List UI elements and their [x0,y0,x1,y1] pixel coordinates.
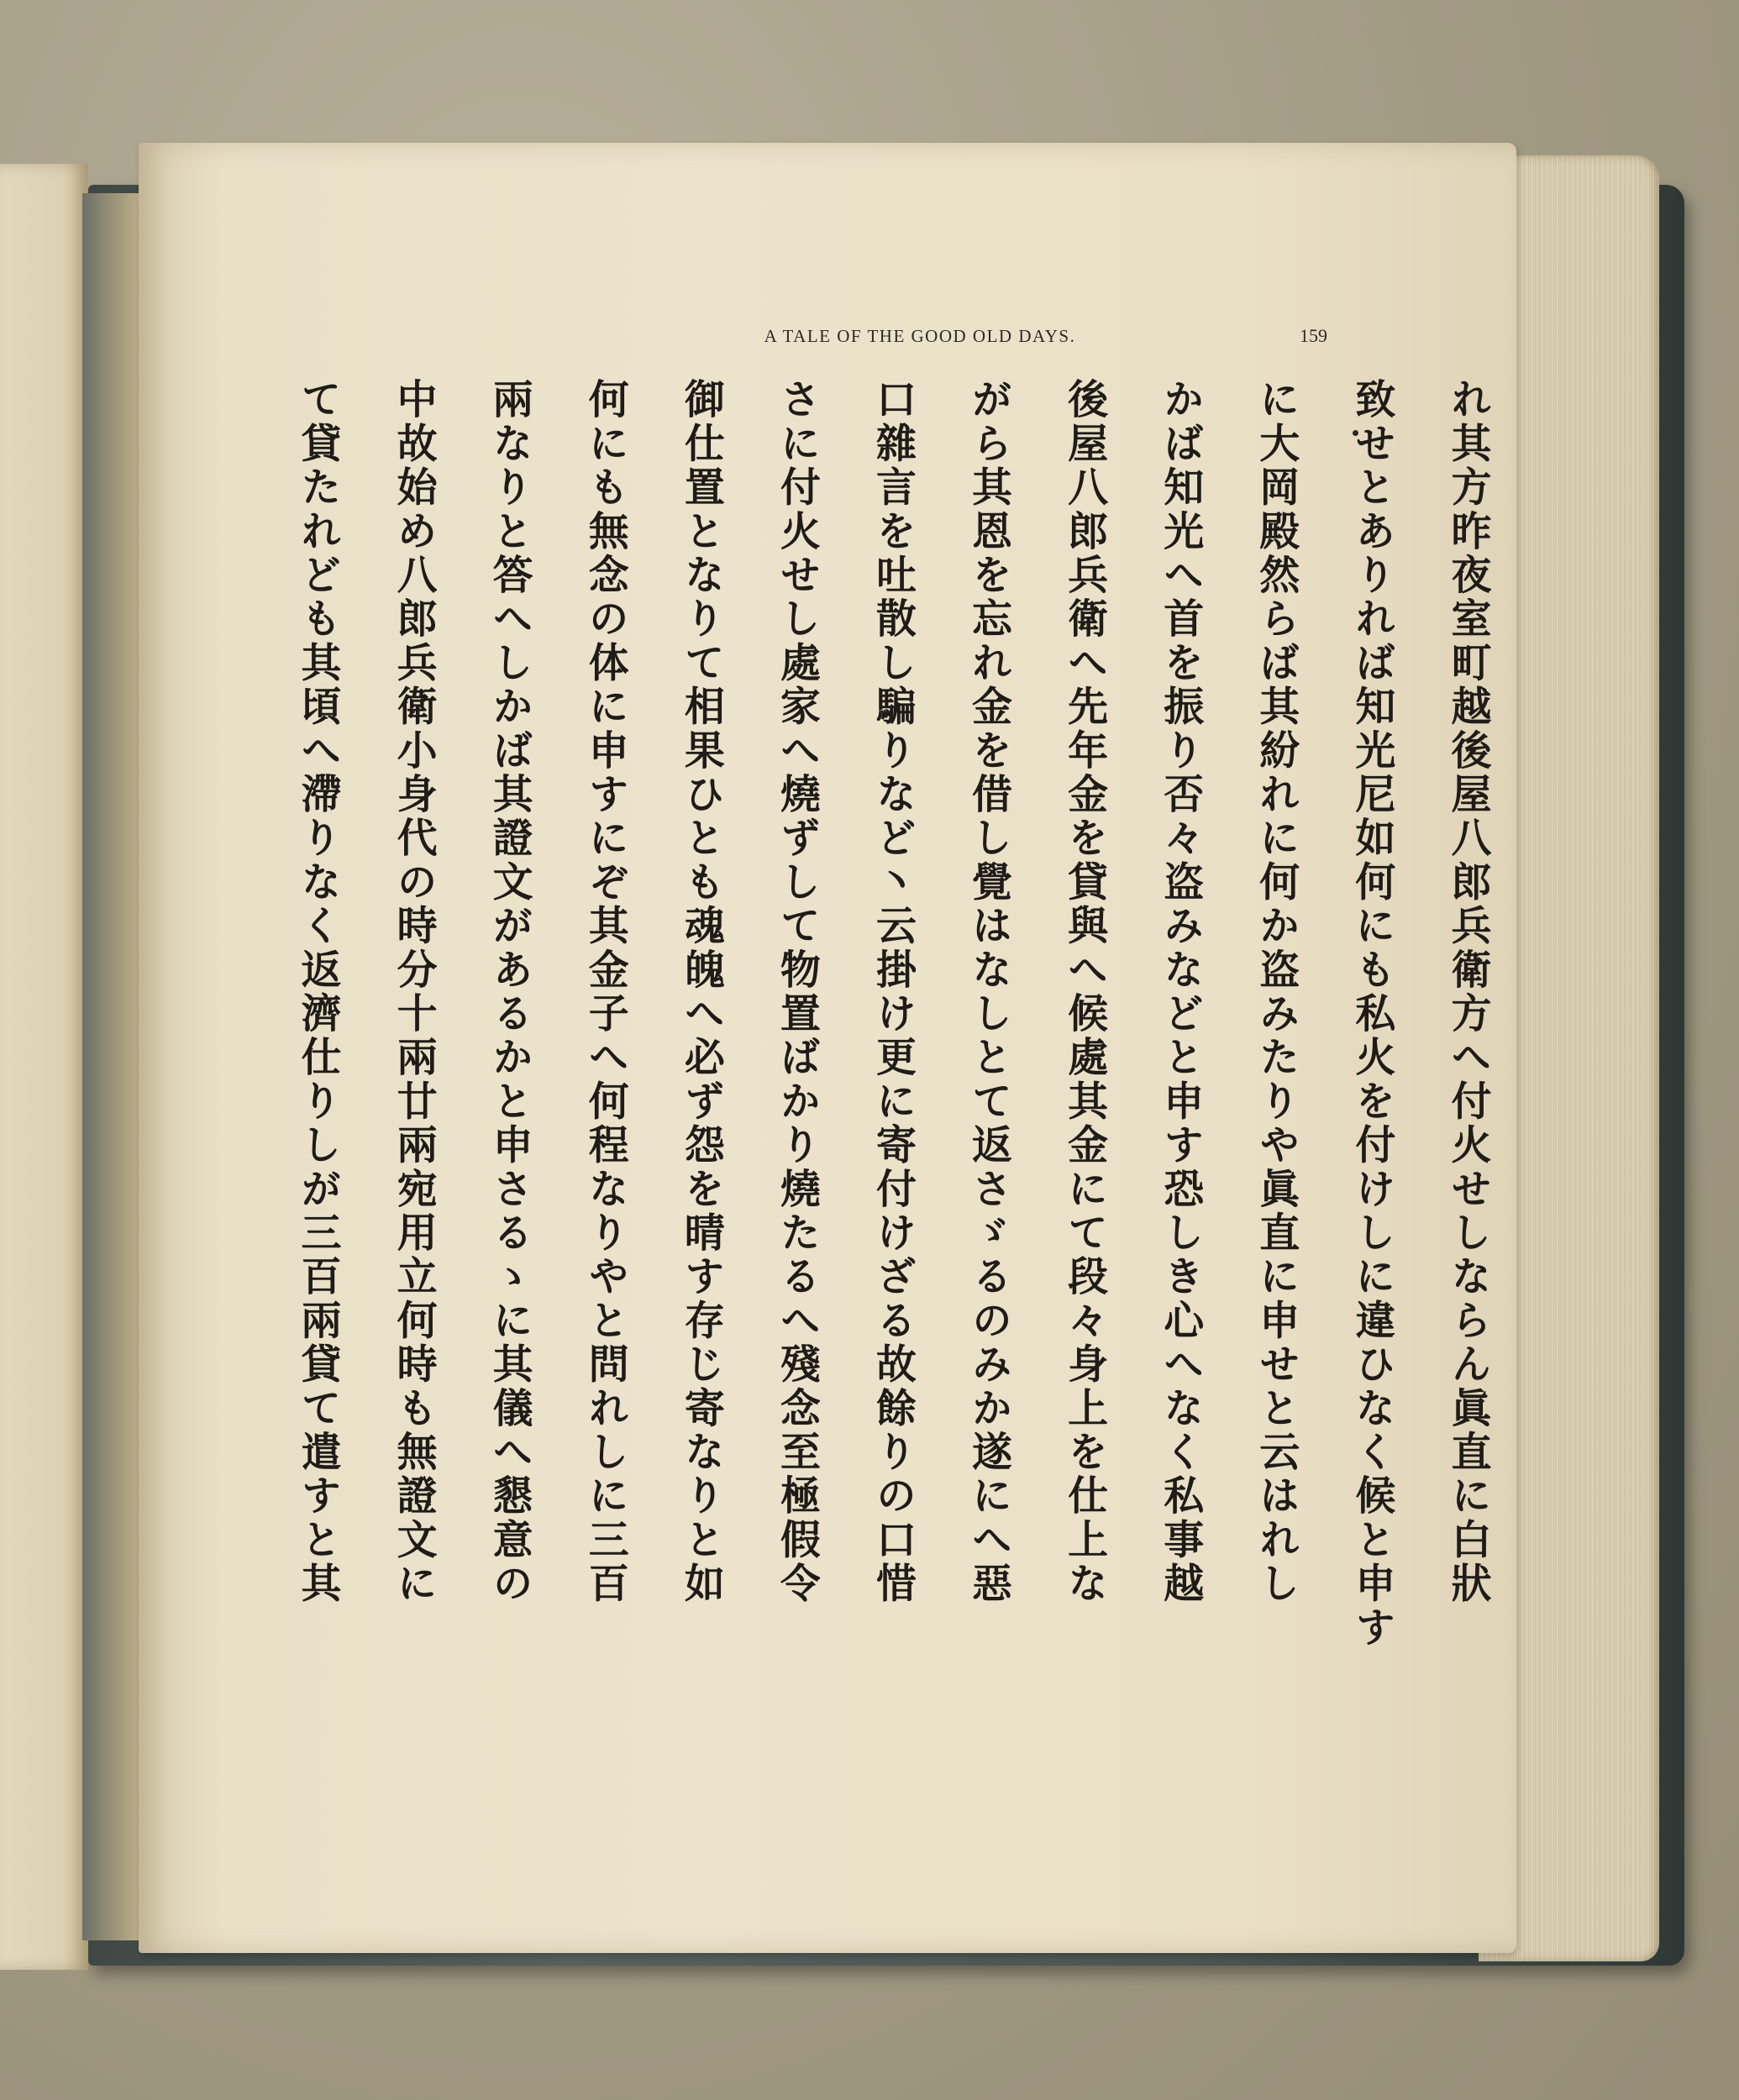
book-gutter [82,193,141,1940]
running-header-title: A TALE OF THE GOOD OLD DAYS. [764,326,1076,346]
text-column-8: さに付火せし處家へ燒ずして物置ばかり燒たるへ殘念至極假令 [773,378,821,1606]
text-column-11: 兩なりと答へしかば其證文があるかと申さるゝに其儀へ懇意の [486,378,533,1606]
text-column-2: 致せとありれば知光尼如何にも私火を付けしに違ひなく候と申す [1348,378,1395,1650]
text-column-7: 口雜言を吐散し騙りなど丶云掛け更に寄付けざる故餘りの口惜 [869,378,917,1606]
text-column-6: がら其恩を忘れ金を借し覺はなしとて返さゞるのみか遂にへ惡 [964,378,1012,1606]
text-column-5: 後屋八郎兵衛へ先年金を貸與へ候處其金にて段々身上を仕上な [1060,378,1108,1606]
left-page-edge [0,164,88,1970]
vertical-text-block [294,378,1491,1840]
text-column-3: に大岡殿然らば其紛れに何か盗みたりや眞直に申せと云はれし [1252,378,1300,1606]
text-column-12: 中故始め八郎兵衛小身代の時分十兩廿兩宛用立何時も無證文に [390,378,438,1606]
book-page [139,143,1516,1953]
text-column-13: て貸たれども其頃へ滯りなく返濟仕りしが三百兩貸て遣すと其 [294,378,341,1606]
text-column-1: れ其方昨夜室町越後屋八郎兵衛方へ付火せしならん眞直に白狀 [1443,378,1491,1606]
text-column-4: かば知光へ首を振り否々盗みなどと申す恐しき心へなく私事越 [1156,378,1204,1606]
text-column-10: 何にも無念の体に申すにぞ其金子へ何程なりやと問れしに三百 [581,378,629,1606]
page-number: 159 [1300,325,1327,346]
text-column-9: 御仕置となりて相果ひとも魂魄へ必ず怨を晴す存じ寄なりと如 [677,378,725,1606]
